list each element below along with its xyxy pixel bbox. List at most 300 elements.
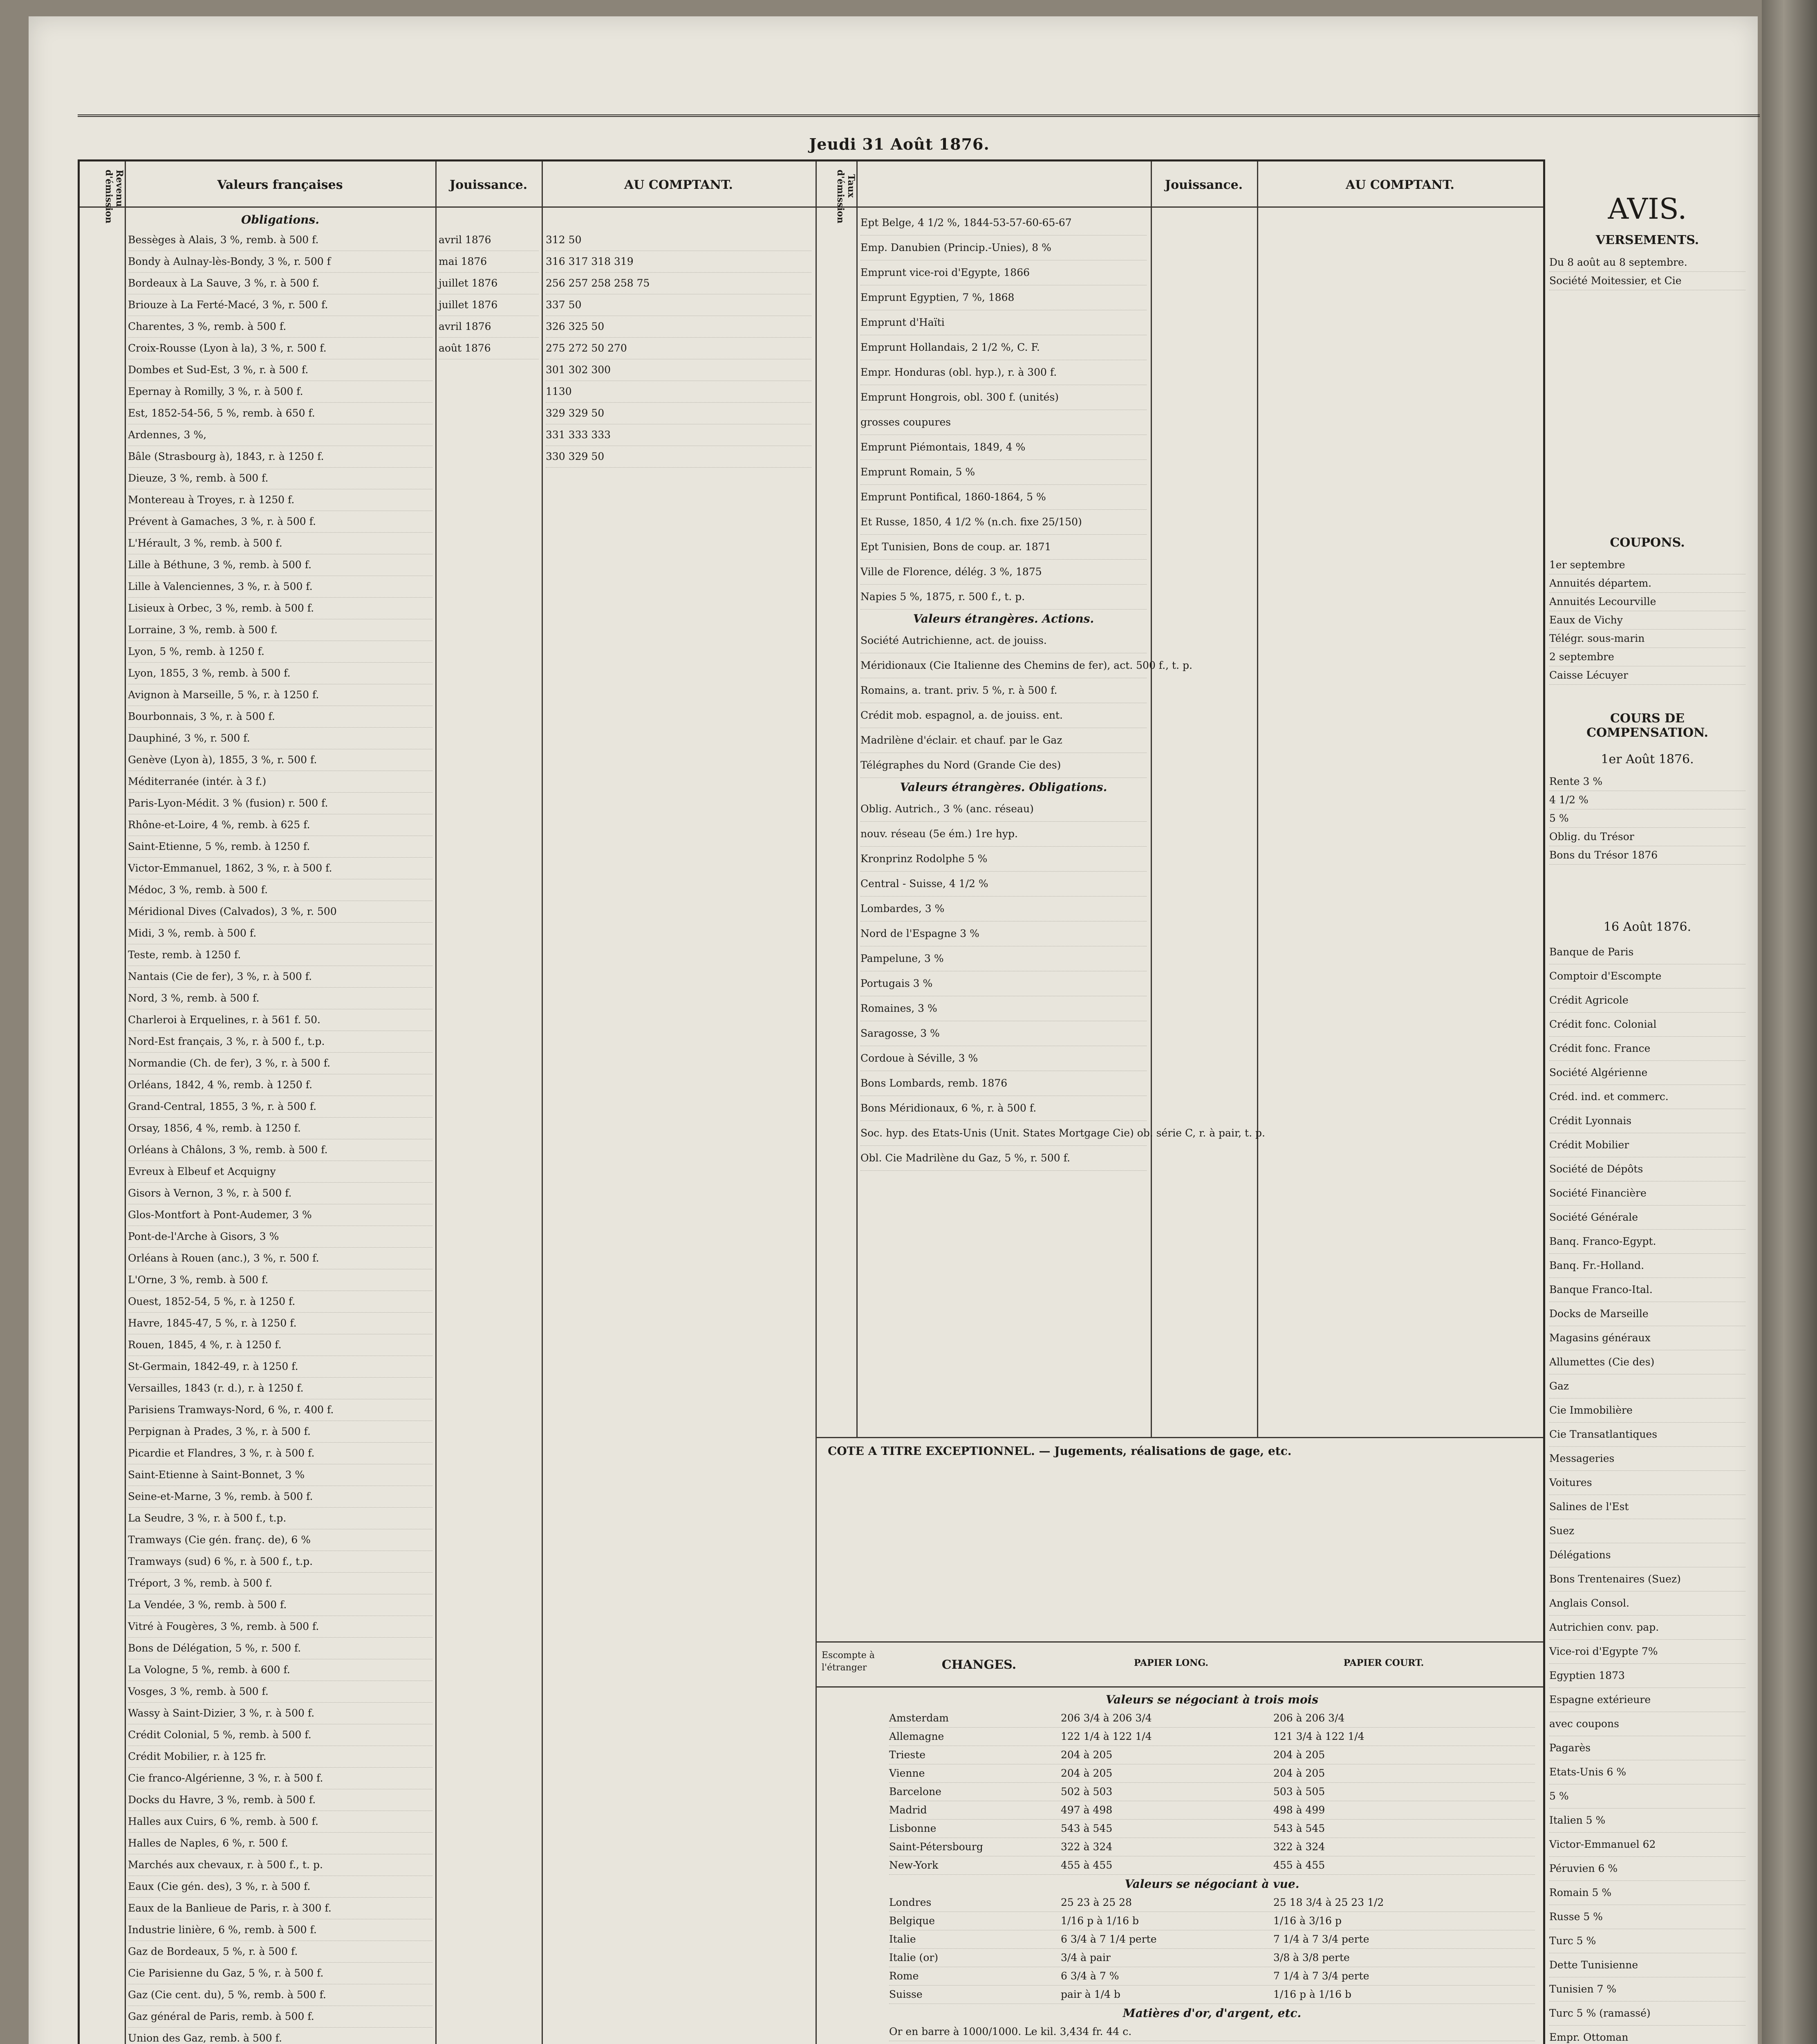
foreign-obligations-heading: Valeurs étrangères. Obligations. bbox=[900, 780, 1107, 794]
foreign-loan-row: Ept Belge, 4 1/2 %, 1844-53-57-60-65-67 bbox=[860, 211, 1147, 235]
versements-title: VERSEMENTS. bbox=[1595, 233, 1699, 247]
cours-line: Romain 5 % bbox=[1549, 1881, 1745, 1905]
change-long: 25 23 à 25 28 bbox=[1061, 1896, 1132, 1908]
listing-row: Dauphiné, 3 %, r. 500 f. bbox=[128, 728, 432, 749]
listing-row: Méridional Dives (Calvados), 3 %, r. 500 bbox=[128, 901, 432, 923]
coupon-line: Caisse Lécuyer bbox=[1549, 666, 1745, 685]
change-court: 204 à 205 bbox=[1273, 1767, 1325, 1779]
change-place: Saint-Pétersbourg bbox=[889, 1841, 983, 1853]
listing-row: Lorraine, 3 %, remb. à 500 f. bbox=[128, 619, 432, 641]
left-comptant-column bbox=[546, 229, 811, 468]
listing-row: Lyon, 1855, 3 %, remb. à 500 f. bbox=[128, 663, 432, 684]
change-row bbox=[889, 1912, 1535, 1930]
listing-row: Gisors à Vernon, 3 %, r. à 500 f. bbox=[128, 1183, 432, 1204]
listing-row: Bessèges à Alais, 3 %, remb. à 500 f. bbox=[128, 229, 432, 251]
jouissance-cell: juillet 1876 bbox=[439, 273, 539, 294]
listing-row: Union des Gaz, remb. à 500 f. bbox=[128, 2028, 432, 2044]
change-place: Belgique bbox=[889, 1915, 935, 1927]
foreign-loan-row: Ept Tunisien, Bons de coup. ar. 1871 bbox=[860, 535, 1147, 560]
change-court: 1/16 à 3/16 p bbox=[1273, 1915, 1342, 1927]
listing-row: Gaz de Bordeaux, 5 %, r. à 500 f. bbox=[128, 1941, 432, 1963]
listing-row: La Vendée, 3 %, remb. à 500 f. bbox=[128, 1594, 432, 1616]
metals-rows bbox=[889, 2023, 1535, 2044]
change-long: 455 à 455 bbox=[1061, 1859, 1113, 1871]
change-court: 543 à 545 bbox=[1273, 1822, 1325, 1834]
comptant-cell: 275 272 50 270 bbox=[546, 338, 811, 359]
change-place: Italie (or) bbox=[889, 1952, 939, 1963]
cours-date-2: 16 Août 1876. bbox=[1603, 920, 1692, 934]
listing-row: Lyon, 5 %, remb. à 1250 f. bbox=[128, 641, 432, 663]
change-place: Italie bbox=[889, 1933, 916, 1945]
listing-row: Bordeaux à La Sauve, 3 %, r. à 500 f. bbox=[128, 273, 432, 294]
listing-row: La Vologne, 5 %, remb. à 600 f. bbox=[128, 1659, 432, 1681]
papier-long-header: PAPIER LONG. bbox=[1134, 1658, 1208, 1668]
coupon-line: Annuités départem. bbox=[1549, 574, 1745, 593]
change-long: pair à 1/4 b bbox=[1061, 1988, 1120, 2000]
cours-line: 5 % bbox=[1549, 1784, 1745, 1809]
cours-line: 5 % bbox=[1549, 809, 1745, 828]
listing-row: Seine-et-Marne, 3 %, remb. à 500 f. bbox=[128, 1486, 432, 1508]
listing-row: Dombes et Sud-Est, 3 %, r. à 500 f. bbox=[128, 359, 432, 381]
foreign-loan-row: Emprunt d'Haïti bbox=[860, 310, 1147, 335]
cours-line: Russe 5 % bbox=[1549, 1905, 1745, 1929]
change-row bbox=[889, 1783, 1535, 1801]
change-place: Amsterdam bbox=[889, 1712, 949, 1724]
cours-line: Rente 3 % bbox=[1549, 773, 1745, 791]
sight-heading: Valeurs se négociant à vue. bbox=[1125, 1877, 1299, 1891]
listing-row: Orléans à Rouen (anc.), 3 %, r. 500 f. bbox=[128, 1248, 432, 1269]
cours-line: Crédit fonc. France bbox=[1549, 1037, 1745, 1061]
cours-line: Créd. ind. et commerc. bbox=[1549, 1085, 1745, 1109]
listing-row: Orléans, 1842, 4 %, remb. à 1250 f. bbox=[128, 1074, 432, 1096]
col-rule bbox=[125, 161, 126, 2044]
change-court: 7 1/4 à 7 3/4 perte bbox=[1273, 1970, 1369, 1982]
middle-rows bbox=[860, 211, 1147, 610]
listing-row: Marchés aux chevaux, r. à 500 f., t. p. bbox=[128, 1854, 432, 1876]
listing-row: Pont-de-l'Arche à Gisors, 3 % bbox=[128, 1226, 432, 1248]
cours-line: Crédit Lyonnais bbox=[1549, 1109, 1745, 1133]
listing-row: Wassy à Saint-Dizier, 3 %, r. à 500 f. bbox=[128, 1703, 432, 1724]
listing-row: Rouen, 1845, 4 %, r. à 1250 f. bbox=[128, 1334, 432, 1356]
listing-row: Vosges, 3 %, remb. à 500 f. bbox=[128, 1681, 432, 1703]
listing-row: Montereau à Troyes, r. à 1250 f. bbox=[128, 489, 432, 511]
cours-line: Banque de Paris bbox=[1549, 940, 1745, 964]
listing-row: Crédit Mobilier, r. à 125 fr. bbox=[128, 1746, 432, 1768]
cours-line: Crédit Agricole bbox=[1549, 988, 1745, 1013]
col-header-revenu: Revenu d'émission bbox=[103, 170, 125, 224]
changes-top-rule bbox=[816, 1641, 1543, 1643]
foreign-loan-row: Empr. Honduras (obl. hyp.), r. à 300 f. bbox=[860, 360, 1147, 385]
foreign-obligation-row: Nord de l'Espagne 3 % bbox=[860, 921, 1147, 946]
change-long: 3/4 à pair bbox=[1061, 1952, 1111, 1963]
foreign-loan-row: Emprunt Pontifical, 1860-1864, 5 % bbox=[860, 485, 1147, 510]
foreign-obligation-row: Portugais 3 % bbox=[860, 971, 1147, 996]
cours2-lines bbox=[1549, 940, 1745, 2044]
metals-heading: Matières d'or, d'argent, etc. bbox=[1122, 2006, 1302, 2020]
change-long: 6 3/4 à 7 % bbox=[1061, 1970, 1119, 1982]
left-jouissance-column bbox=[439, 229, 539, 359]
listing-row: Eaux de la Banlieue de Paris, r. à 300 f. bbox=[128, 1898, 432, 1919]
cours-line: Turc 5 % (ramassé) bbox=[1549, 2001, 1745, 2026]
stock-listing-frame bbox=[78, 159, 1545, 2044]
cours-line: Délégations bbox=[1549, 1543, 1745, 1567]
foreign-obligation-row: Oblig. Autrich., 3 % (anc. réseau) bbox=[860, 797, 1147, 822]
comptant-cell: 312 50 bbox=[546, 229, 811, 251]
change-row bbox=[889, 1728, 1535, 1746]
cours-line: Anglais Consol. bbox=[1549, 1591, 1745, 1616]
comptant-cell: 337 50 bbox=[546, 294, 811, 316]
listing-row: Industrie linière, 6 %, remb. à 500 f. bbox=[128, 1919, 432, 1941]
cours-line: Dette Tunisienne bbox=[1549, 1953, 1745, 1977]
jouissance-cell: mai 1876 bbox=[439, 251, 539, 273]
cours-line: Allumettes (Cie des) bbox=[1549, 1350, 1745, 1374]
listing-row: Prévent à Gamaches, 3 %, r. à 500 f. bbox=[128, 511, 432, 533]
col-rule bbox=[816, 161, 817, 2044]
listing-row: Halles de Naples, 6 %, r. 500 f. bbox=[128, 1833, 432, 1854]
change-court: 498 à 499 bbox=[1273, 1804, 1325, 1816]
cours-line: Pagarès bbox=[1549, 1736, 1745, 1760]
foreign-loan-row: Emprunt Hollandais, 2 1/2 %, C. F. bbox=[860, 335, 1147, 360]
comptant-cell: 1130 bbox=[546, 381, 811, 403]
foreign-obligation-row: Pampelune, 3 % bbox=[860, 946, 1147, 971]
listing-row: Bons de Délégation, 5 %, r. 500 f. bbox=[128, 1638, 432, 1659]
listing-row: Saint-Etienne à Saint-Bonnet, 3 % bbox=[128, 1464, 432, 1486]
cours-line: Cie Transatlantiques bbox=[1549, 1423, 1745, 1447]
cours-line: Victor-Emmanuel 62 bbox=[1549, 1833, 1745, 1857]
change-place: Madrid bbox=[889, 1804, 927, 1816]
listing-row: Rhône-et-Loire, 4 %, remb. à 625 f. bbox=[128, 814, 432, 836]
foreign-obligation-row: Lombardes, 3 % bbox=[860, 896, 1147, 921]
col-rule bbox=[435, 161, 437, 2044]
cours-line: Banq. Fr.-Holland. bbox=[1549, 1254, 1745, 1278]
col-header-taux: Taux d'émission bbox=[835, 170, 856, 224]
change-court: 121 3/4 à 122 1/4 bbox=[1273, 1730, 1364, 1742]
listing-row: Cie franco-Algérienne, 3 %, r. à 500 f. bbox=[128, 1768, 432, 1789]
col-header-jouissance: Jouissance. bbox=[449, 178, 528, 192]
change-long: 6 3/4 à 7 1/4 perte bbox=[1061, 1933, 1157, 1945]
cours-line: Crédit Mobilier bbox=[1549, 1133, 1745, 1157]
foreign-loan-row: grosses coupures bbox=[860, 410, 1147, 435]
change-row bbox=[889, 1746, 1535, 1764]
listing-row: Croix-Rousse (Lyon à la), 3 %, r. 500 f. bbox=[128, 338, 432, 359]
middle-actions-rows bbox=[860, 628, 1192, 778]
col-rule bbox=[542, 161, 543, 2044]
listing-row: Tréport, 3 %, remb. à 500 f. bbox=[128, 1573, 432, 1594]
cours-line: 4 1/2 % bbox=[1549, 791, 1745, 809]
listing-row: Avignon à Marseille, 5 %, r. à 1250 f. bbox=[128, 684, 432, 706]
coupon-line: Annuités Lecourville bbox=[1549, 593, 1745, 611]
change-long: 1/16 p à 1/16 b bbox=[1061, 1915, 1139, 1927]
foreign-action-row: Crédit mob. espagnol, a. de jouiss. ent. bbox=[860, 703, 1147, 728]
change-row bbox=[889, 1820, 1535, 1838]
cours-line: Péruvien 6 % bbox=[1549, 1857, 1745, 1881]
listing-row: Nord, 3 %, remb. à 500 f. bbox=[128, 988, 432, 1009]
avis-title: AVIS. bbox=[1608, 192, 1687, 226]
left-rows bbox=[128, 229, 432, 2044]
change-place: Barcelone bbox=[889, 1786, 941, 1797]
change-court: 206 à 206 3/4 bbox=[1273, 1712, 1345, 1724]
foreign-obligation-row: Soc. hyp. des Etats-Unis (Unit. States Mortgage Cie) ob. série C, r. à pair, t. p. bbox=[860, 1121, 1147, 1146]
cours-title: COURS DE COMPENSATION. bbox=[1586, 711, 1708, 740]
listing-row: Orsay, 1856, 4 %, remb. à 1250 f. bbox=[128, 1118, 432, 1139]
listing-row: Bondy à Aulnay-lès-Bondy, 3 %, r. 500 f bbox=[128, 251, 432, 273]
versements-lines bbox=[1549, 253, 1745, 290]
comptant-cell: 256 257 258 258 75 bbox=[546, 273, 811, 294]
listing-row: Glos-Montfort à Pont-Audemer, 3 % bbox=[128, 1204, 432, 1226]
listing-row: Bourbonnais, 3 %, r. à 500 f. bbox=[128, 706, 432, 728]
foreign-loan-row: Emprunt Piémontais, 1849, 4 % bbox=[860, 435, 1147, 460]
foreign-obligation-row: Romaines, 3 % bbox=[860, 996, 1147, 1021]
change-place: Rome bbox=[889, 1970, 919, 1982]
change-long: 204 à 205 bbox=[1061, 1767, 1113, 1779]
listing-row: Perpignan à Prades, 3 %, r. à 500 f. bbox=[128, 1421, 432, 1443]
change-place: Trieste bbox=[889, 1749, 926, 1761]
change-long: 543 à 545 bbox=[1061, 1822, 1113, 1834]
listing-row: Normandie (Ch. de fer), 3 %, r. à 500 f. bbox=[128, 1053, 432, 1074]
listing-row: Lille à Béthune, 3 %, remb. à 500 f. bbox=[128, 554, 432, 576]
listing-row: Cie Parisienne du Gaz, 5 %, r. à 500 f. bbox=[128, 1963, 432, 1984]
page-edge bbox=[1762, 0, 1817, 2044]
foreign-action-row: Méridionaux (Cie Italienne des Chemins de fer), act. 500 f., t. p. bbox=[860, 653, 1147, 678]
metal-row bbox=[889, 2041, 1535, 2044]
foreign-obligation-row: Cordoue à Séville, 3 % bbox=[860, 1046, 1147, 1071]
cours-line: Cie Immobilière bbox=[1549, 1399, 1745, 1423]
listing-row: Nord-Est français, 3 %, r. à 500 f., t.p. bbox=[128, 1031, 432, 1053]
change-court: 3/8 à 3/8 perte bbox=[1273, 1952, 1350, 1963]
cours-line: Oblig. du Trésor bbox=[1549, 828, 1745, 846]
col-header-comptant-2: AU COMPTANT. bbox=[1346, 178, 1454, 192]
cours-line: Société de Dépôts bbox=[1549, 1157, 1745, 1181]
change-court: 25 18 3/4 à 25 23 1/2 bbox=[1273, 1896, 1384, 1908]
cours-line: Gaz bbox=[1549, 1374, 1745, 1399]
change-row bbox=[889, 1764, 1535, 1783]
cours-line: Autrichien conv. pap. bbox=[1549, 1616, 1745, 1640]
listing-row: Teste, remb. à 1250 f. bbox=[128, 944, 432, 966]
listing-row: Crédit Colonial, 5 %, remb. à 500 f. bbox=[128, 1724, 432, 1746]
comptant-cell: 331 333 333 bbox=[546, 424, 811, 446]
listing-row: Gaz général de Paris, remb. à 500 f. bbox=[128, 2006, 432, 2028]
comptant-cell: 330 329 50 bbox=[546, 446, 811, 468]
change-row bbox=[889, 1894, 1535, 1912]
foreign-loan-row: Ville de Florence, délég. 3 %, 1875 bbox=[860, 560, 1147, 585]
cours-line: Bons Trentenaires (Suez) bbox=[1549, 1567, 1745, 1591]
listing-row: L'Orne, 3 %, remb. à 500 f. bbox=[128, 1269, 432, 1291]
change-row bbox=[889, 1856, 1535, 1875]
change-court: 455 à 455 bbox=[1273, 1859, 1325, 1871]
middle-valeurs-column bbox=[860, 211, 1265, 1171]
listing-row: Est, 1852-54-56, 5 %, remb. à 650 f. bbox=[128, 403, 432, 424]
listing-row: St-Germain, 1842-49, r. à 1250 f. bbox=[128, 1356, 432, 1378]
header-rule bbox=[80, 206, 1543, 208]
cours-line: Suez bbox=[1549, 1519, 1745, 1543]
cours-line: Société Générale bbox=[1549, 1206, 1745, 1230]
listing-row: Midi, 3 %, remb. à 500 f. bbox=[128, 923, 432, 944]
three-months-rows bbox=[889, 1709, 1535, 1875]
page-date-title: Jeudi 31 Août 1876. bbox=[809, 135, 990, 153]
coupon-line: 2 septembre bbox=[1549, 648, 1745, 666]
listing-row: Evreux à Elbeuf et Acquigny bbox=[128, 1161, 432, 1183]
listing-row: Charleroi à Erquelines, r. à 561 f. 50. bbox=[128, 1009, 432, 1031]
change-place: Allemagne bbox=[889, 1730, 944, 1742]
cours-line: Comptoir d'Escompte bbox=[1549, 964, 1745, 988]
change-long: 204 à 205 bbox=[1061, 1749, 1113, 1761]
obligations-heading: Obligations. bbox=[241, 213, 320, 226]
coupon-line: Eaux de Vichy bbox=[1549, 611, 1745, 630]
change-court: 322 à 324 bbox=[1273, 1841, 1325, 1853]
listing-row: Tramways (Cie gén. franç. de), 6 % bbox=[128, 1529, 432, 1551]
listing-row: Genève (Lyon à), 1855, 3 %, r. 500 f. bbox=[128, 749, 432, 771]
listing-row: Briouze à La Ferté-Macé, 3 %, r. 500 f. bbox=[128, 294, 432, 316]
change-row bbox=[889, 1986, 1535, 2004]
listing-row: Halles aux Cuirs, 6 %, remb. à 500 f. bbox=[128, 1811, 432, 1833]
change-row bbox=[889, 1801, 1535, 1820]
change-long: 122 1/4 à 122 1/4 bbox=[1061, 1730, 1152, 1742]
listing-row: Paris-Lyon-Médit. 3 % (fusion) r. 500 f. bbox=[128, 793, 432, 814]
foreign-obligation-row: Kronprinz Rodolphe 5 % bbox=[860, 847, 1147, 872]
cours-line: Société Financière bbox=[1549, 1181, 1745, 1206]
listing-row: Nantais (Cie de fer), 3 %, r. à 500 f. bbox=[128, 966, 432, 988]
listing-row: Gaz (Cie cent. du), 5 %, remb. à 500 f. bbox=[128, 1984, 432, 2006]
listing-row: Tramways (sud) 6 %, r. à 500 f., t.p. bbox=[128, 1551, 432, 1573]
comptant-cell: 329 329 50 bbox=[546, 403, 811, 424]
change-court: 503 à 505 bbox=[1273, 1786, 1325, 1797]
changes-body bbox=[889, 1690, 1535, 2044]
foreign-action-row: Société Autrichienne, act. de jouiss. bbox=[860, 628, 1147, 653]
listing-row: Picardie et Flandres, 3 %, r. à 500 f. bbox=[128, 1443, 432, 1464]
foreign-action-row: Madrilène d'éclair. et chauf. par le Gaz bbox=[860, 728, 1147, 753]
foreign-obligation-row: Obl. Cie Madrilène du Gaz, 5 %, r. 500 f. bbox=[860, 1146, 1147, 1171]
col-rule bbox=[856, 161, 858, 1437]
listing-row: Médoc, 3 %, remb. à 500 f. bbox=[128, 879, 432, 901]
foreign-obligation-row: Central - Suisse, 4 1/2 % bbox=[860, 872, 1147, 896]
cours-line: Banq. Franco-Egypt. bbox=[1549, 1230, 1745, 1254]
listing-row: Havre, 1845-47, 5 %, r. à 1250 f. bbox=[128, 1313, 432, 1334]
cours-line: Société Algérienne bbox=[1549, 1061, 1745, 1085]
foreign-actions-heading: Valeurs étrangères. Actions. bbox=[913, 612, 1094, 625]
listing-row: Dieuze, 3 %, remb. à 500 f. bbox=[128, 468, 432, 489]
listing-row: Parisiens Tramways-Nord, 6 %, r. 400 f. bbox=[128, 1399, 432, 1421]
cours-line: Docks de Marseille bbox=[1549, 1302, 1745, 1326]
foreign-loan-row: Emprunt vice-roi d'Egypte, 1866 bbox=[860, 260, 1147, 285]
foreign-action-row: Télégraphes du Nord (Grande Cie des) bbox=[860, 753, 1147, 778]
listing-row: Lisieux à Orbec, 3 %, remb. à 500 f. bbox=[128, 598, 432, 619]
listing-row: Orléans à Châlons, 3 %, remb. à 500 f. bbox=[128, 1139, 432, 1161]
jouissance-cell: juillet 1876 bbox=[439, 294, 539, 316]
listing-row: Versailles, 1843 (r. d.), r. à 1250 f. bbox=[128, 1378, 432, 1399]
foreign-loan-row: Emprunt Egyptien, 7 %, 1868 bbox=[860, 285, 1147, 310]
foreign-loan-row: Emprunt Romain, 5 % bbox=[860, 460, 1147, 485]
cours-line: Messageries bbox=[1549, 1447, 1745, 1471]
top-rule bbox=[78, 114, 1760, 117]
cours-line: Salines de l'Est bbox=[1549, 1495, 1745, 1519]
listing-row: Victor-Emmanuel, 1862, 3 %, r. à 500 f. bbox=[128, 858, 432, 879]
coupons-lines bbox=[1549, 556, 1745, 685]
papier-court-header: PAPIER COURT. bbox=[1343, 1658, 1424, 1668]
change-place: Vienne bbox=[889, 1767, 925, 1779]
listing-row: Ouest, 1852-54, 5 %, r. à 1250 f. bbox=[128, 1291, 432, 1313]
listing-row: Ardennes, 3 %, bbox=[128, 424, 432, 446]
change-row bbox=[889, 1967, 1535, 1986]
change-court: 7 1/4 à 7 3/4 perte bbox=[1273, 1933, 1369, 1945]
jouissance-rows bbox=[439, 229, 539, 359]
coupons-title: COUPONS. bbox=[1610, 536, 1685, 550]
jouissance-cell: avril 1876 bbox=[439, 316, 539, 338]
foreign-obligation-row: Bons Lombards, remb. 1876 bbox=[860, 1071, 1147, 1096]
listing-row: Docks du Havre, 3 %, remb. à 500 f. bbox=[128, 1789, 432, 1811]
change-row bbox=[889, 1838, 1535, 1856]
col-rule bbox=[1151, 161, 1152, 1437]
change-place: Suisse bbox=[889, 1988, 923, 2000]
comptant-cell: 316 317 318 319 bbox=[546, 251, 811, 273]
col-header-comptant: AU COMPTANT. bbox=[624, 178, 733, 192]
cours-line: Etats-Unis 6 % bbox=[1549, 1760, 1745, 1784]
cours-date-1: 1er Août 1876. bbox=[1601, 752, 1694, 766]
foreign-loan-row: Emprunt Hongrois, obl. 300 f. (unités) bbox=[860, 385, 1147, 410]
listing-row: La Seudre, 3 %, r. à 500 f., t.p. bbox=[128, 1508, 432, 1529]
cours-line: Vice-roi d'Egypte 7% bbox=[1549, 1640, 1745, 1664]
change-long: 322 à 324 bbox=[1061, 1841, 1113, 1853]
listing-row: Lille à Valenciennes, 3 %, r. à 500 f. bbox=[128, 576, 432, 598]
foreign-obligation-row: nouv. réseau (5e ém.) 1re hyp. bbox=[860, 822, 1147, 847]
change-row bbox=[889, 1709, 1535, 1728]
listing-row: Bâle (Strasbourg à), 1843, r. à 1250 f. bbox=[128, 446, 432, 468]
change-place: Lisbonne bbox=[889, 1822, 937, 1834]
change-row bbox=[889, 1949, 1535, 1967]
exceptional-cote: COTE A TITRE EXCEPTIONNEL. — Jugements, réalisations de gage, etc. bbox=[828, 1444, 1292, 1458]
changes-header-rule bbox=[816, 1686, 1543, 1688]
comptant-cell: 326 325 50 bbox=[546, 316, 811, 338]
listing-row: Saint-Etienne, 5 %, remb. à 1250 f. bbox=[128, 836, 432, 858]
change-place: Londres bbox=[889, 1896, 932, 1908]
listing-row: L'Hérault, 3 %, remb. à 500 f. bbox=[128, 533, 432, 554]
changes-title: CHANGES. bbox=[941, 1658, 1017, 1672]
cours-line: Italien 5 % bbox=[1549, 1809, 1745, 1833]
listing-row: Epernay à Romilly, 3 %, r. à 500 f. bbox=[128, 381, 432, 403]
cours-line: Tunisien 7 % bbox=[1549, 1977, 1745, 2001]
change-place: New-York bbox=[889, 1859, 939, 1871]
three-months-heading: Valeurs se négociant à trois mois bbox=[1105, 1693, 1319, 1706]
col-header-jouissance-2: Jouissance. bbox=[1165, 178, 1243, 192]
foreign-loan-row: Napies 5 %, 1875, r. 500 f., t. p. bbox=[860, 585, 1147, 610]
versement-line: Société Moitessier, et Cie bbox=[1549, 272, 1745, 290]
foreign-obligation-row: Saragosse, 3 % bbox=[860, 1021, 1147, 1046]
change-court: 1/16 p à 1/16 b bbox=[1273, 1988, 1351, 2000]
foreign-loan-row: Et Russe, 1850, 4 1/2 % (n.ch. fixe 25/150) bbox=[860, 510, 1147, 535]
listing-row: Méditerranée (intér. à 3 f.) bbox=[128, 771, 432, 793]
col-header-valeurs: Valeurs françaises bbox=[217, 178, 343, 192]
change-long: 206 3/4 à 206 3/4 bbox=[1061, 1712, 1152, 1724]
cours-line: Empr. Ottoman bbox=[1549, 2026, 1745, 2044]
foreign-obligation-row: Bons Méridionaux, 6 %, r. à 500 f. bbox=[860, 1096, 1147, 1121]
listing-row: Grand-Central, 1855, 3 %, r. à 500 f. bbox=[128, 1096, 432, 1118]
middle-obligations-rows bbox=[860, 797, 1265, 1171]
listing-row: Eaux (Cie gén. des), 3 %, r. à 500 f. bbox=[128, 1876, 432, 1898]
cours-line: Egyptien 1873 bbox=[1549, 1664, 1745, 1688]
cours-line: Voitures bbox=[1549, 1471, 1745, 1495]
comptant-cell: 301 302 300 bbox=[546, 359, 811, 381]
foreign-action-row: Romains, a. trant. priv. 5 %, r. à 500 f. bbox=[860, 678, 1147, 703]
cours-line: avec coupons bbox=[1549, 1712, 1745, 1736]
cours-line: Banque Franco-Ital. bbox=[1549, 1278, 1745, 1302]
comptant-rows bbox=[546, 229, 811, 468]
change-row bbox=[889, 1930, 1535, 1949]
sight-rows bbox=[889, 1894, 1535, 2004]
col-rule bbox=[1257, 161, 1258, 1437]
coupon-line: 1er septembre bbox=[1549, 556, 1745, 574]
coupon-line: Télégr. sous-marin bbox=[1549, 630, 1745, 648]
cours1-lines bbox=[1549, 773, 1745, 865]
change-court: 204 à 205 bbox=[1273, 1749, 1325, 1761]
